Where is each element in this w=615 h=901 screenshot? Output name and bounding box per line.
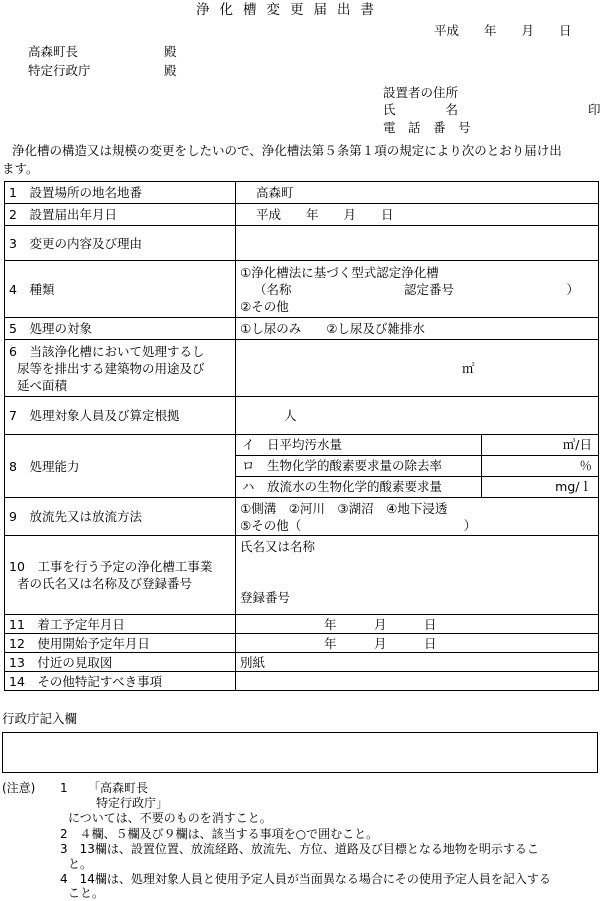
note-1-line-1: 「高森町長 — [88, 781, 149, 795]
row-label-contractor: 10 工事を行う予定の浄化槽工事業 者の氏名又は名称及び登録番号 — [5, 536, 236, 615]
table-row — [5, 204, 599, 226]
type-option-certified: ①浄化槽法に基づく型式認定浄化槽 — [240, 264, 439, 280]
capacity-item-value[interactable]: ㎥/日 — [482, 435, 599, 456]
change-details-field[interactable] — [236, 226, 599, 261]
intro-line-1: 浄化槽の構造又は規模の変更をしたいので、浄化槽法第５条第１項の規定により次のとおり届け出 — [12, 143, 562, 158]
table-row — [5, 397, 599, 435]
capacity-cell — [236, 435, 599, 498]
capacity-item-value[interactable]: ％ — [482, 456, 599, 477]
table-row — [5, 498, 599, 536]
discharge-other: ⑤その他（ ） — [240, 517, 477, 533]
table-row — [5, 653, 599, 672]
capacity-item — [236, 477, 598, 498]
note-1-line-2: 特定行政庁」 — [96, 796, 169, 810]
row-label-site-address: 1 設置場所の地名地番 — [5, 182, 236, 204]
capacity-item-label: ハ 放流水の生物化学的酸素要求量 — [242, 479, 443, 494]
addressee-mayor-honorific: 殿 — [164, 44, 177, 59]
notes-heading: (注意) — [2, 781, 36, 795]
row-label-discharge: 9 放流先又は放流方法 — [5, 498, 236, 536]
row-label-start-date: 11 着工予定年月日 — [5, 615, 236, 634]
table-row — [5, 226, 599, 261]
table-row — [5, 261, 599, 318]
table-row — [5, 340, 599, 397]
site-address-field[interactable]: 高森町 — [236, 182, 599, 204]
row-label-change-details: 3 変更の内容及び理由 — [5, 226, 236, 261]
office-entry-box[interactable] — [2, 732, 598, 773]
row-label-other-notes: 14 その他特記すべき事項 — [5, 672, 236, 691]
contractor-registration-label: 登録番号 — [240, 590, 291, 605]
addressee-office-honorific: 殿 — [164, 63, 177, 78]
capacity-item-label: イ 日平均汚水量 — [236, 435, 482, 456]
start-date-field[interactable]: 年 月 日 — [236, 615, 599, 634]
note-2: 2 ４欄、５欄及び９欄は、該当する事項を○で囲むこと。 — [60, 827, 379, 841]
capacity-item — [236, 456, 598, 477]
note-3-line-2: と。 — [68, 857, 93, 871]
other-notes-field[interactable] — [236, 672, 599, 691]
applicant-name-label: 氏 名 — [383, 102, 459, 117]
area-unit: ㎡ — [462, 360, 475, 376]
page-title: 浄化槽変更届出書 — [196, 2, 384, 18]
use-date-field[interactable]: 年 月 日 — [236, 634, 599, 653]
building-use-area-field[interactable] — [236, 340, 599, 397]
row-label-sketch-map: 13 付近の見取図 — [5, 653, 236, 672]
sketch-map-field[interactable]: 別紙 — [236, 653, 599, 672]
row-label-capacity: 8 処理能力 — [5, 435, 236, 498]
persons-unit: 人 — [284, 408, 297, 423]
note-3-line-1: 3 13欄は、設置位置、放流経路、放流先、方位、道路及び目標となる地物を明示するこ — [60, 842, 539, 856]
table-row — [5, 634, 599, 653]
discharge-options: ①側溝 ②河川 ③湖沼 ④地下浸透 — [240, 500, 448, 516]
note-4-line-2: こと。 — [68, 886, 105, 900]
type-option-other: ②その他 — [240, 298, 289, 314]
applicant-phone-label: 電 話 番 号 — [383, 120, 471, 135]
addressee-mayor: 高森町長 — [28, 44, 79, 59]
row-label-treatment-target: 5 処理の対象 — [5, 318, 236, 340]
table-row — [5, 536, 599, 615]
table-row — [5, 615, 599, 634]
row-label-use-date: 12 使用開始予定年月日 — [5, 634, 236, 653]
capacity-item-label: ロ 生物化学的酸素要求量の除去率 — [236, 456, 482, 477]
capacity-item-value[interactable]: mg/ｌ — [482, 477, 599, 498]
table-row — [5, 435, 599, 498]
capacity-item — [236, 435, 598, 456]
applicant-address-label: 設置者の住所 — [383, 85, 459, 100]
target-persons-field[interactable] — [236, 397, 599, 435]
type-name-cert-number: （名称 認定番号 ） — [254, 281, 580, 297]
table-row — [5, 672, 599, 691]
table-row — [5, 318, 599, 340]
intro-line-2: ます。 — [2, 161, 39, 176]
discharge-field[interactable] — [236, 498, 599, 536]
notification-date-field[interactable]: 平成 年 月 日 — [236, 204, 599, 226]
addressee-office: 特定行政庁 — [28, 63, 91, 78]
date-line: 平成 年 月 日 — [434, 23, 572, 38]
treatment-target-field[interactable]: ①し尿のみ ②し尿及び雑排水 — [236, 318, 599, 340]
application-form-table — [4, 181, 599, 691]
row-label-target-persons: 7 処理対象人員及び算定根拠 — [5, 397, 236, 435]
type-field[interactable] — [236, 261, 599, 318]
note-1-number: 1 — [60, 781, 68, 795]
note-4-line-1: 4 14欄は、処理対象人員と使用予定人員が当面異なる場合にその使用予定人員を記入する — [60, 872, 551, 886]
contractor-field[interactable] — [236, 536, 599, 615]
note-1-line-3: については、不要のものを消すこと。 — [68, 811, 272, 825]
row-label-notification-date: 2 設置届出年月日 — [5, 204, 236, 226]
row-label-type: 4 種類 — [5, 261, 236, 318]
seal-mark: 印 — [588, 102, 601, 117]
row-label-building-use-area: 6 当該浄化槽において処理するし 尿等を排出する建築物の用途及び 延べ面積 — [5, 340, 236, 397]
table-row — [5, 182, 599, 204]
office-section-label: 行政庁記入欄 — [2, 711, 78, 726]
contractor-name-label: 氏名又は名称 — [240, 539, 316, 554]
